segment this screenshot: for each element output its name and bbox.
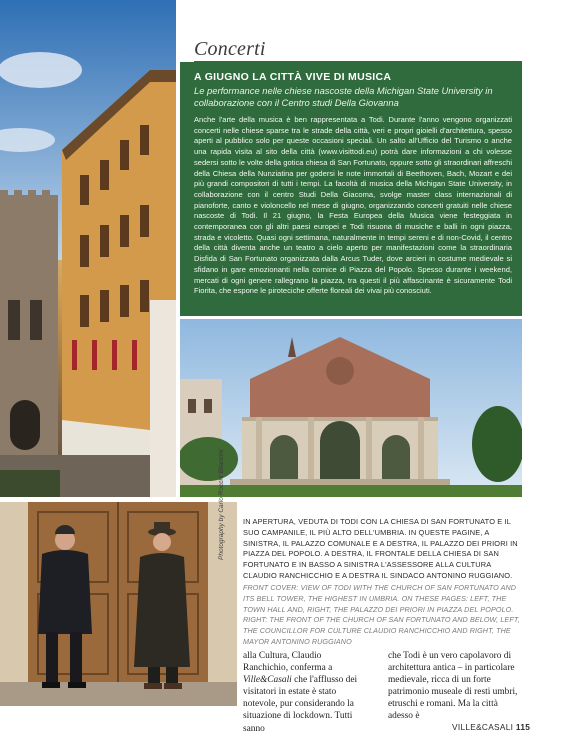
magazine-name-inline: Ville&Casali [243, 675, 292, 686]
text-column-left-start: alla Cultura, Claudio Ranchichio, conferma a [243, 651, 333, 674]
caption-italian: IN APERTURA, VEDUTA DI TODI CON LA CHIESA DI SAN FORTUNATO E IL SUO CAMPANILE, IL PIÙ ALTO DELL'UMBRIA. IN QUESTE PAGINE, A SINISTRA, IL PALAZZO COMUNALE E A DESTRA, IL PALAZZO DEI PRIORI IN PIAZZA DEL POPOLO. A DESTRA, IL FRONTALE DELLA CHIESA DI SAN FORTUNATO E IN BASSO A SINISTRA L'ASSESSORE ALLA CULTURA CLAUDIO RANCHICCHIO E A DESTRA IL SINDACO ANTONINO RUGGIANO. [243, 517, 518, 580]
article-body: Anche l'arte della musica è ben rappresentata a Todi. Durante l'anno vengono organizzati concerti nelle chiese sparse tra le strade della città, veri e propri gioielli d'architettura, spesso aperti al pubblico solo per queste occasioni speciali. Un salto all'Ufficio del Turismo o anche una rapida visita al sito della città (www.visittodi.eu) potrà dare informazioni a chi volesse sedersi sotto le volte della gotica chiesa di San Fortunato, oppure sotto gli straordinari affreschi della Chiesa della Nunziatina per godersi le note immortali di Beethoven, Bach, Mozart e dei più grandi compositori di tutti i tempi. La facoltà di musica della Michigan State University, in collaborazione con il centro Studi Della Giacoma, svolge master class internazionali di pianoforte, canto e violoncello nel mese di giugno, organizzando concerti gratuiti nelle chiese nascoste di Todi. Il 21 giugno, la Festa Europea della Musica viene festeggiata in contemporanea con gli altri paesi europei e Todi risuona di musiche e balli in ogni piazza, strada e vicoletto. Quasi ogni settimana, naturalmente in tempi sereni e di non-Covid, il centro della città diventa anche un teatro a cielo aperto per manifestazioni come la straordinaria Disfida di San Fortunato organizzata dalla Arcus Tuder, dove arcieri in costume medievale si sfidano in gare emozionanti nella cornice di Piazza del Popolo. Spesso durante i weekend, mercati di ogni genere rallegrano la piazza, tra questi il più affascinante è sicuramente Todi Fiorita, che espone le piroteciche offerte floreali dei vivai più conosciuti. [194, 115, 512, 296]
church-photo [180, 319, 522, 497]
magazine-name: VILLE&CASALI [452, 722, 514, 732]
text-column-left [243, 650, 363, 735]
officials-photo [0, 502, 237, 706]
article-box [180, 62, 522, 316]
caption-english: FRONT COVER: VIEW OF TODI WITH THE CHURCH OF SAN FORTUNATO AND ITS BELL TOWER, THE HIGHEST IN UMBRIA. ON THESE PAGES: LEFT, THE TOWN HALL AND, RIGHT, THE PALAZZO DEI PRIORI IN PIAZZA DEL POPOLO. RIGHT: THE FRONT OF THE CHURCH OF SAN FORTUNATO AND BELOW, LEFT, THE COUNCILLOR FOR CULTURE CLAUDIO RANCHICCHIO AND RIGHT, THE MAYOR ANTONINO RUGGIANO [243, 583, 520, 646]
page-number: 115 [515, 722, 531, 732]
street-photo [0, 0, 176, 497]
text-column-left-end: che l'afflusso dei visitatori in estate è stato notevole, pur considerando la situazione di lockdown. Tutti sanno [243, 675, 358, 734]
article-headline: A GIUGNO LA CITTÀ VIVE DI MUSICA [194, 71, 392, 83]
page-folio [452, 722, 530, 732]
article-subhead: Le performance nelle chiese nascoste della Michigan State University in collaborazione con il Centro studi Della Giovanna [194, 85, 493, 108]
photo-credit: Photography by Carlo Rocchi Bilancini [218, 449, 225, 560]
text-column-right: che Todi è un vero capolavoro di architettura antica – in particolare medievale, ricca di un forte patrimonio museale di resti umbri, etruschi e romani. Ma la città adesso è [388, 651, 518, 722]
section-title: Concerti [194, 38, 266, 60]
